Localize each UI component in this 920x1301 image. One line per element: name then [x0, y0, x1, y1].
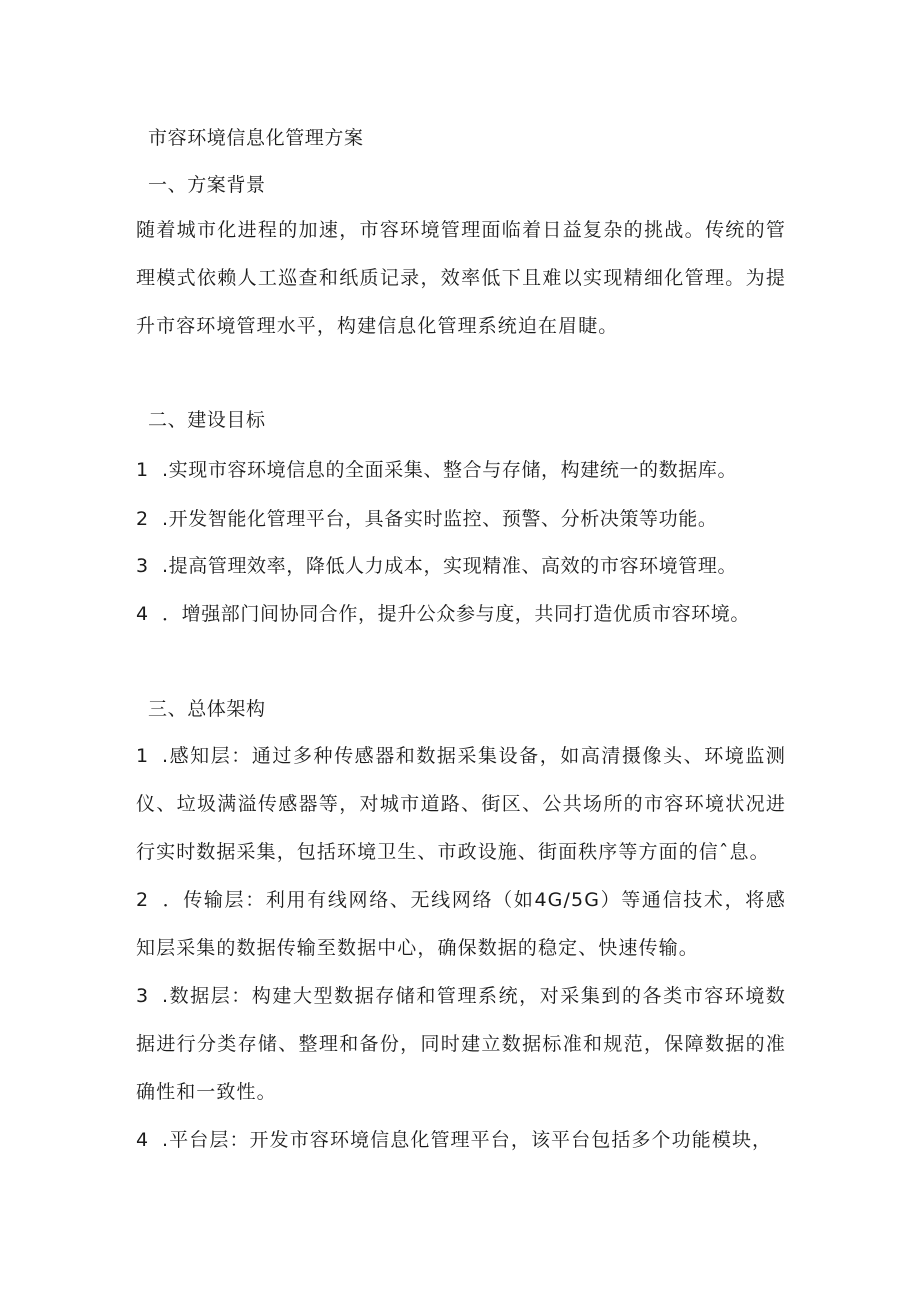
goal-text: ．增强部门间协同合作，提升公众参与度，共同打造优质市容环境。 [162, 603, 751, 625]
goal-item [136, 554, 737, 578]
architecture-number: 1 [136, 745, 150, 767]
goal-item [136, 507, 717, 531]
section-heading-goals: 二、建设目标 [148, 409, 266, 431]
architecture-text: .平台层：开发市容环境信息化管理平台，该平台包括多个功能模块， [162, 1129, 773, 1151]
section-heading-background: 一、方案背景 [148, 174, 266, 196]
goal-number: 1 [136, 459, 149, 481]
goal-number: 3 [136, 555, 149, 577]
goal-number: 4 [136, 603, 149, 625]
architecture-item [136, 876, 786, 972]
background-paragraph: 随着城市化进程的加速，市容环境管理面临着日益复杂的挑战。传统的管理模式依赖人工巡查和纸质记录，效率低下且难以实现精细化管理。为提升市容环境管理水平，构建信息化管理系统迫在眉睫。 [136, 219, 786, 337]
architecture-number: 3 [136, 985, 150, 1007]
architecture-text: .感知层：通过多种传感器和数据采集设备，如高清摄像头、环境监测仪、垃圾满溢传感器等，对城市道路、街区、公共场所的市容环境状况进行实时数据采集，包括环境卫生、市政设施、街面秩序等方面的信ˆ息。 [136, 745, 786, 863]
architecture-text: ．传输层：利用有线网络、无线网络（如4G/5G）等通信技术，将感知层采集的数据传输至数据中心，确保数据的稳定、快速传输。 [136, 889, 786, 959]
section-heading-architecture: 三、总体架构 [148, 698, 266, 720]
architecture-text: .数据层：构建大型数据存储和管理系统，对采集到的各类市容环境数据进行分类存储、整理和备份，同时建立数据标准和规范，保障数据的准确性和一致性。 [136, 985, 786, 1103]
architecture-number: 4 [136, 1129, 150, 1151]
architecture-item [136, 972, 786, 1116]
goal-item [136, 602, 750, 626]
architecture-item [136, 1116, 786, 1164]
goal-text: .实现市容环境信息的全面采集、整合与存储，构建统一的数据库。 [162, 459, 738, 481]
goal-item [136, 458, 737, 482]
goal-text: .开发智能化管理平台，具备实时监控、预警、分析决策等功能。 [162, 508, 718, 530]
goal-text: .提高管理效率，降低人力成本，实现精准、高效的市容环境管理。 [162, 555, 738, 577]
architecture-number: 2 [136, 889, 150, 911]
architecture-item [136, 732, 786, 876]
doc-title: 市容环境信息化管理方案 [148, 127, 364, 149]
goal-number: 2 [136, 508, 149, 530]
